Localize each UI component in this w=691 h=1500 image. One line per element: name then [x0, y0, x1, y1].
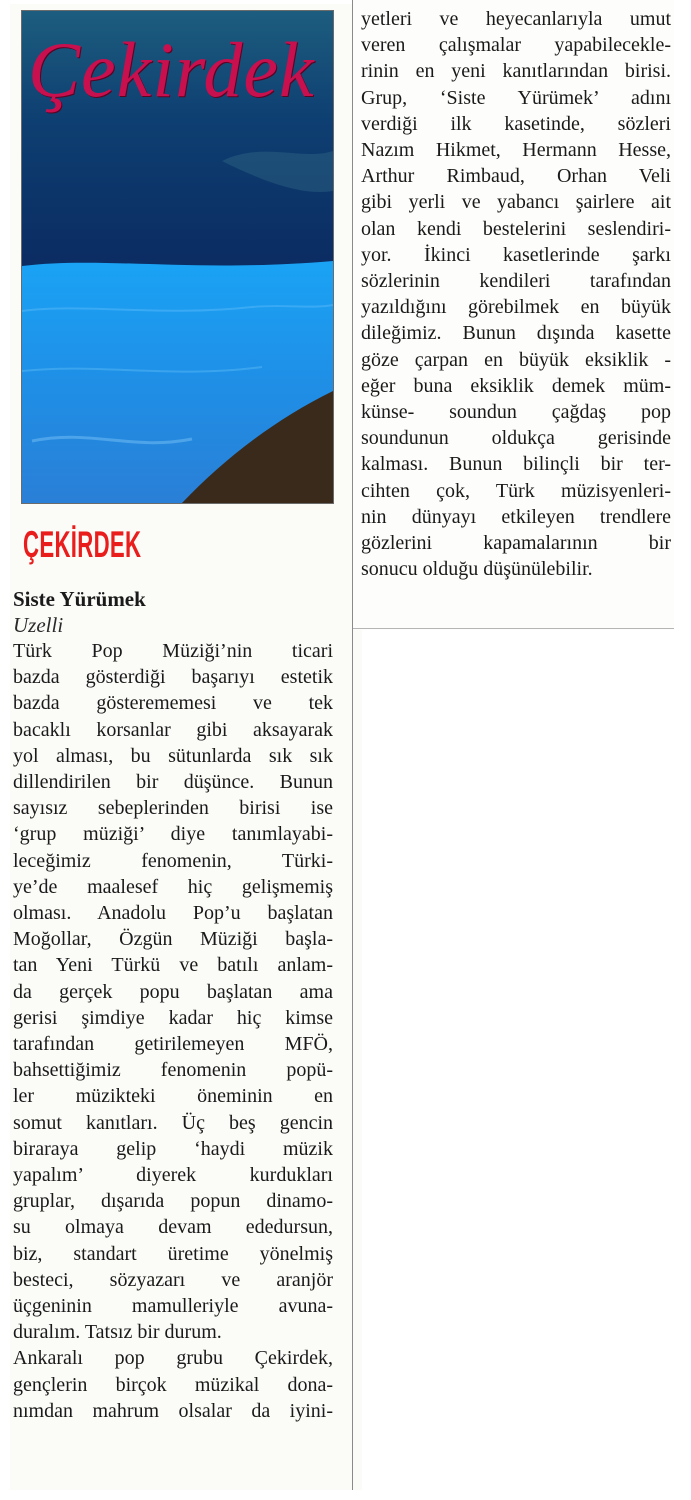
cover-title: Çekirdek	[28, 26, 315, 113]
text-line: tan Yeni Türkü ve batılı anlam-	[13, 954, 333, 977]
album-cover-image	[21, 10, 334, 504]
left-column-text	[13, 638, 333, 1424]
text-line: biz, standart üretime yönelmiş	[13, 1242, 333, 1265]
text-line: Arthur Rimbaud, Orhan Veli	[361, 165, 671, 188]
text-line: sayısız sebeplerinden birisi ise	[13, 797, 333, 820]
band-name-heading: ÇEKİRDEK	[23, 524, 142, 565]
text-line: dillendirilen bir düşünce. Bunun	[13, 771, 333, 794]
record-label: Uzelli	[13, 613, 64, 637]
text-line: rinin en yeni kanıtlarından birisi.	[361, 60, 671, 83]
text-line: biraraya gelip ‘haydi müzik	[13, 1137, 333, 1160]
text-line: künse- soundun çağdaş pop	[361, 401, 671, 424]
text-line: bazda gösterdiği başarıyı estetik	[13, 666, 333, 689]
text-line: nımdan mahrum olsalar da iyini-	[13, 1399, 333, 1422]
text-line: ‘grup müziği’ diye tanımlayabi-	[13, 823, 333, 846]
text-line: tarafından getirilemeyen MFÖ,	[13, 1033, 333, 1056]
right-column-text	[361, 6, 671, 582]
text-line: yor. İkinci kasetlerinde şarkı	[361, 243, 671, 266]
text-line: olan kendi bestelerini seslendiri-	[361, 217, 671, 240]
text-line: ye’de maalesef hiç gelişmemiş	[13, 875, 333, 898]
text-line: yapalım’ diyerek kurdukları	[13, 1164, 333, 1187]
text-line: su olmaya devam ededursun,	[13, 1216, 333, 1239]
text-line: ler müzikteki öneminin en	[13, 1085, 333, 1108]
text-line: kalması. Bunun bilinçli bir ter-	[361, 453, 671, 476]
text-line: olması. Anadolu Pop’u başlatan	[13, 902, 333, 925]
text-line: göze çarpan en büyük eksiklik -	[361, 348, 671, 371]
right-column-bottom-rule	[353, 628, 674, 629]
text-line: üçgeninin mamulleriyle avuna-	[13, 1295, 333, 1318]
text-line: gibi yerli ve yabancı şairlere ait	[361, 191, 671, 214]
text-line: bacaklı korsanlar gibi aksayarak	[13, 718, 333, 741]
text-line: verdiği ilk kasetinde, sözleri	[361, 112, 671, 135]
text-line: yol alması, bu sütunlarda sık sık	[13, 744, 333, 767]
text-line: Türk Pop Müziği’nin ticari	[13, 640, 333, 662]
text-line: soundunun oldukça gerisinde	[361, 427, 671, 450]
text-line: bazda gösterememesi ve tek	[13, 692, 333, 715]
text-line: gözlerini kapamalarının bir	[361, 532, 671, 555]
text-line: Moğollar, Özgün Müziği başla-	[13, 928, 333, 951]
text-line: dileğimiz. Bunun dışında kasette	[361, 322, 671, 345]
text-line: yazıldığını görebilmek en büyük	[361, 296, 671, 319]
text-line: Ankaralı pop grubu Çekirdek,	[13, 1347, 333, 1370]
text-line: da gerçek popu başlatan ama	[13, 980, 333, 1003]
text-line: leceğimiz fenomenin, Türki-	[13, 849, 333, 872]
text-line: nin dünyayı etkileyen trendlere	[361, 505, 671, 528]
text-line: gençlerin birçok müzikal dona-	[13, 1373, 333, 1396]
text-line: veren çalışmalar yapabilecekle-	[361, 34, 671, 57]
text-line: gruplar, dışarıda popun dinamo-	[13, 1190, 333, 1213]
text-line: Grup, ‘Siste Yürümek’ adını	[361, 86, 671, 109]
text-line: bahsettiğimiz fenomenin popü-	[13, 1059, 333, 1082]
text-line: yetleri ve heyecanlarıyla umut	[361, 8, 671, 30]
text-line: Nazım Hikmet, Hermann Hesse,	[361, 139, 671, 162]
text-line: eğer buna eksiklik demek müm-	[361, 374, 671, 397]
album-title: Siste Yürümek	[13, 587, 146, 611]
text-line: cihten çok, Türk müzisyenleri-	[361, 479, 671, 502]
text-line: duralım. Tatsız bir durum.	[13, 1321, 222, 1344]
text-line: sözlerinin kendileri tarafından	[361, 270, 671, 293]
text-line: gerisi şimdiye kadar hiç kimse	[13, 1006, 333, 1029]
text-line: somut kanıtları. Üç beş gencin	[13, 1111, 333, 1134]
text-line: sonucu olduğu düşünülebilir.	[361, 558, 593, 581]
text-line: besteci, sözyazarı ve aranjör	[13, 1268, 333, 1291]
